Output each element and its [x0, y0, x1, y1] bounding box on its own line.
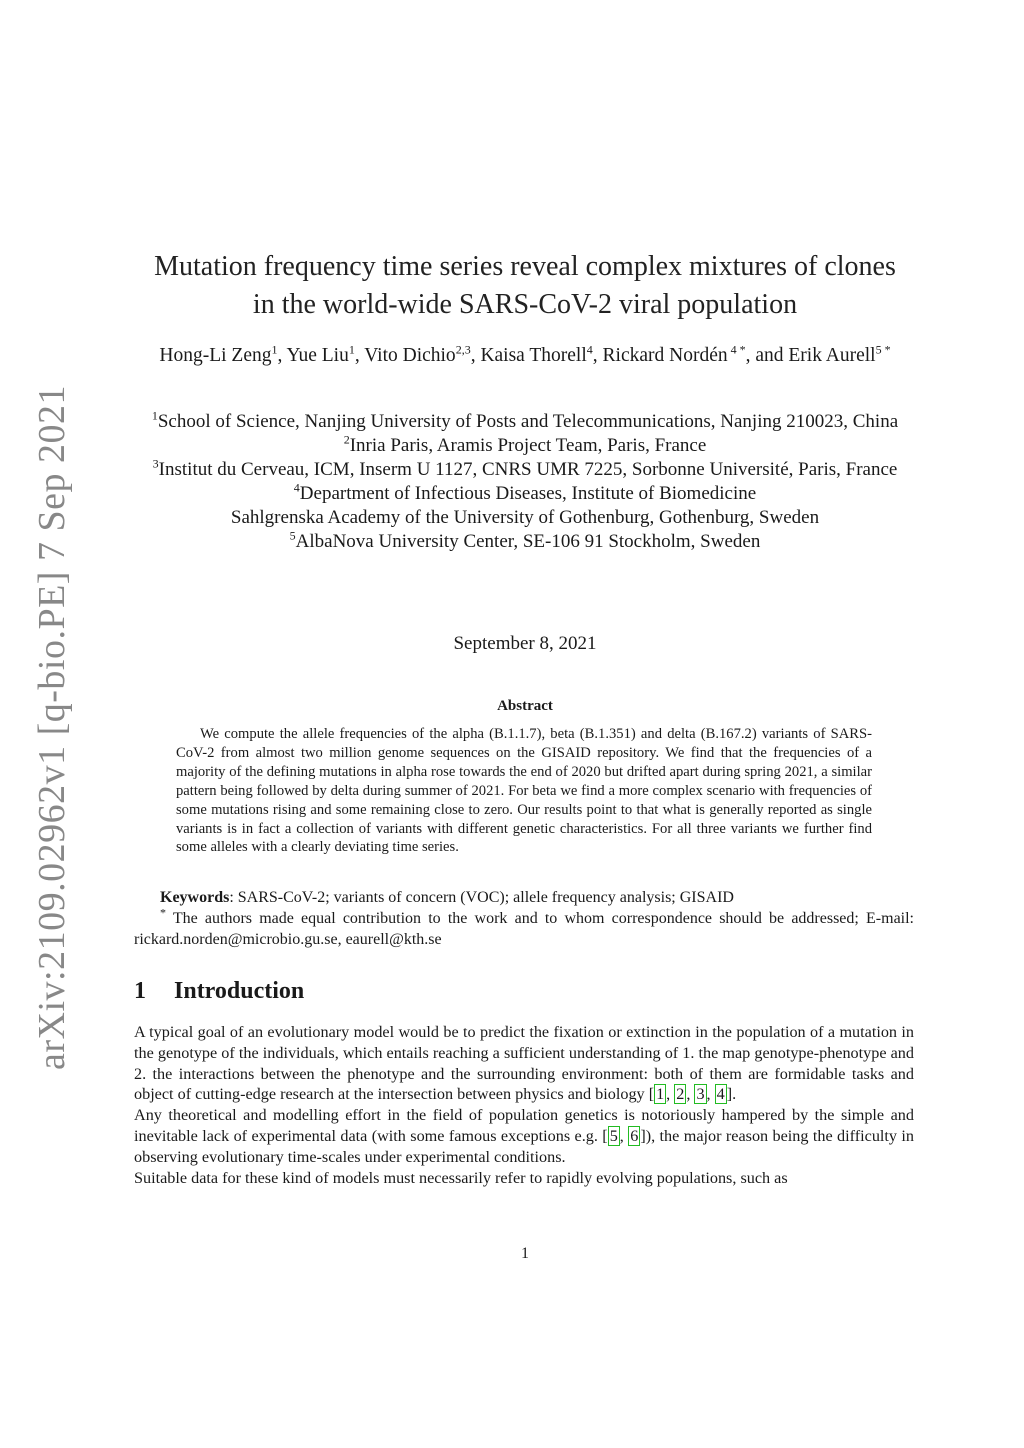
author-name: Rickard Nordén — [602, 345, 728, 366]
paragraph-text: ]), the major reason being the difficulty in observing evolutionary time-scales under experimental conditions. — [134, 1126, 914, 1166]
affiliation-text: Institut du Cerveau, ICM, Inserm U 1127, CNRS UMR 7225, Sorbonne Université, Paris, France — [158, 459, 898, 480]
citation-bracket: ]. — [726, 1085, 737, 1104]
paragraph-text: A typical goal of an evolutionary model would be to predict the fixation or extinction in the population of a mutation in the genotype of the individuals, which entails reaching a sufficient understanding of 1. the map genotype-phenotype and 2. the interactions between the phenotype and the surrounding environment: both of them are formidable tasks and object of cutting-edge research at the intersection between physics and biology — [134, 1023, 914, 1104]
citation-link-3[interactable]: 3 — [696, 1085, 705, 1104]
citation-link-6[interactable]: 6 — [630, 1126, 639, 1145]
affiliation-mark: 1 — [151, 408, 158, 423]
affiliation-text: Inria Paris, Aramis Project Team, Paris, France — [349, 435, 707, 456]
author-name: Hong-Li Zeng — [159, 345, 272, 366]
author-separator: , and — [745, 345, 789, 366]
author-affiliation-mark: 5 * — [875, 342, 891, 357]
author-separator: , — [592, 345, 603, 366]
correspondence-note — [134, 905, 914, 950]
citation-bracket: [ — [648, 1085, 655, 1104]
author-name: Yue Liu — [286, 345, 349, 366]
citation-separator: , — [619, 1126, 629, 1145]
citation-link-1[interactable]: 1 — [656, 1085, 665, 1104]
citation-link-4[interactable]: 4 — [716, 1085, 725, 1104]
affiliation-2 — [120, 434, 930, 458]
author-separator: , — [277, 345, 287, 366]
introduction-body — [134, 1022, 914, 1188]
affiliation-mark: 3 — [152, 456, 159, 471]
abstract-text: We compute the allele frequencies of the alpha (B.1.1.7), beta (B.1.351) and delta (B.167.2) variants of SARS-CoV-2 from almost two million genome sequences on the GISAID repository. We find that the frequencies of a majority of the defining mutations in alpha rose towards the end of 2020 but drifted apart during spring 2021, a similar pattern being followed by delta during summer of 2021. For beta we find a more complex scenario with frequencies of some mutations rising and some remaining close to zero. Our results point to that what is generally reported as single variants is in fact a collection of variants with different genetic characteristics. For all three variants we further find some alleles with a clearly deviating time series. — [176, 726, 872, 856]
affiliation-text: School of Science, Nanjing University of Posts and Telecommunications, Nanjing 210023, China — [157, 411, 899, 432]
author-list — [120, 343, 930, 368]
author-affiliation-mark: 2,3 — [455, 342, 471, 357]
affiliation-1 — [120, 410, 930, 434]
title-line-1: Mutation frequency time series reveal complex mixtures of clones — [154, 251, 896, 282]
affiliation-text: Department of Infectious Diseases, Institute of Biomedicine — [299, 483, 757, 504]
affiliation-mark: 2 — [343, 432, 350, 447]
correspondence-text: The authors made equal contribution to the work and to whom correspondence should be addressed; E-mail: rickard.norden@microbio.gu.se, eaurell@kth.se — [134, 910, 914, 948]
keywords-text: : SARS-CoV-2; variants of concern (VOC); allele frequency analysis; GISAID — [229, 889, 734, 906]
paragraph-2 — [134, 1105, 914, 1167]
section-number: 1 — [134, 978, 146, 1004]
citation-separator: , — [686, 1085, 695, 1104]
affiliation-mark: 5 — [289, 528, 296, 543]
keywords-label: Keywords — [160, 889, 230, 906]
citation-link-2[interactable]: 2 — [676, 1085, 685, 1104]
section-heading-introduction — [134, 978, 304, 1005]
author-affiliation-mark: 1 — [271, 342, 278, 357]
affiliation-3 — [120, 458, 930, 482]
page-number: 1 — [521, 1245, 529, 1262]
arxiv-identifier: arXiv:2109.02962v1 [q-bio.PE] 7 Sep 2021 — [31, 385, 73, 1070]
paragraph-1 — [134, 1022, 914, 1105]
citation-bracket: [ — [602, 1126, 608, 1145]
author-affiliation-mark: 4 * — [727, 342, 746, 357]
author-name: Vito Dichio — [364, 345, 456, 366]
title-line-2: in the world-wide SARS-CoV-2 viral population — [252, 289, 798, 320]
paper-title — [120, 248, 930, 324]
section-title: Introduction — [174, 978, 305, 1004]
author-affiliation-mark: 4 — [586, 342, 593, 357]
author-name: Erik Aurell — [788, 345, 876, 366]
affiliation-4 — [120, 482, 930, 506]
affiliation-list — [120, 410, 930, 554]
correspondence-mark: * — [160, 905, 166, 920]
citation-link-5[interactable]: 5 — [609, 1126, 618, 1145]
paragraph-text: Any theoretical and modelling effort in the field of population genetics is notoriously hampered by the simple and inevitable lack of experimental data (with some famous exceptions e.g. — [134, 1106, 914, 1145]
affiliation-mark: 4 — [293, 480, 300, 495]
affiliation-text: AlbaNova University Center, SE-106 91 Stockholm, Sweden — [295, 531, 761, 552]
paragraph-3: Suitable data for these kind of models must necessarily refer to rapidly evolving populations, such as — [134, 1168, 788, 1187]
citation-separator: , — [706, 1085, 715, 1104]
affiliation-5 — [120, 530, 930, 554]
keywords-line — [134, 887, 914, 908]
author-separator: , — [470, 345, 481, 366]
publication-date: September 8, 2021 — [453, 633, 597, 654]
author-separator: , — [354, 345, 365, 366]
citation-separator: , — [666, 1085, 675, 1104]
abstract-heading: Abstract — [497, 698, 553, 714]
author-name: Kaisa Thorell — [480, 345, 587, 366]
author-affiliation-mark: 1 — [348, 342, 355, 357]
affiliation-4-continued: Sahlgrenska Academy of the University of Gothenburg, Gothenburg, Sweden — [230, 507, 820, 528]
